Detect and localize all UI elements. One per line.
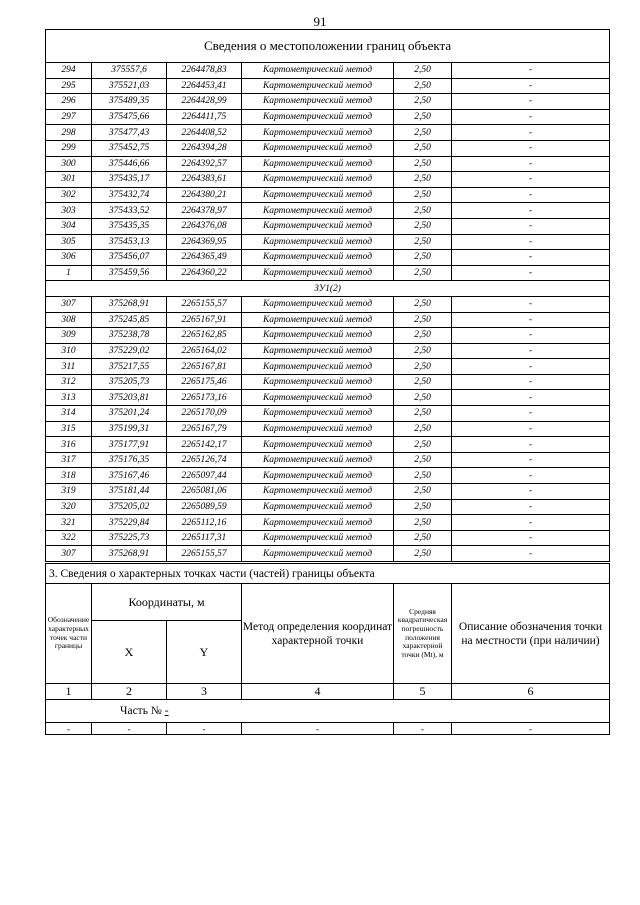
point-number: 295 — [46, 78, 92, 94]
point-description: - — [452, 265, 610, 281]
point-y: 2265155,57 — [167, 546, 242, 562]
point-method: Картометрический метод — [242, 187, 394, 203]
point-method: Картометрический метод — [242, 109, 394, 125]
point-method: Картометрический метод — [242, 172, 394, 188]
point-number: 315 — [46, 421, 92, 437]
point-method: Картометрический метод — [242, 140, 394, 156]
point-description: - — [452, 312, 610, 328]
point-x: 375446,66 — [92, 156, 167, 172]
part-number-label: Часть № — [120, 705, 162, 717]
point-y: 2265173,16 — [167, 390, 242, 406]
point-description: - — [452, 421, 610, 437]
point-description: - — [452, 546, 610, 562]
point-accuracy: 2,50 — [394, 359, 452, 375]
point-y: 2264392,57 — [167, 156, 242, 172]
point-description: - — [452, 172, 610, 188]
point-row — [46, 359, 610, 375]
point-y: 2264378,97 — [167, 203, 242, 219]
point-description: - — [452, 406, 610, 422]
empty-cell: - — [452, 723, 610, 735]
point-row — [46, 265, 610, 281]
point-description: - — [452, 125, 610, 141]
point-number: 303 — [46, 203, 92, 219]
point-description: - — [452, 109, 610, 125]
point-x: 375238,78 — [92, 328, 167, 344]
point-description: - — [452, 437, 610, 453]
point-number: 308 — [46, 312, 92, 328]
point-number: 304 — [46, 218, 92, 234]
column-number: 2 — [92, 684, 167, 700]
point-accuracy: 2,50 — [394, 546, 452, 562]
point-x: 375177,91 — [92, 437, 167, 453]
point-accuracy: 2,50 — [394, 94, 452, 110]
point-x: 375477,43 — [92, 125, 167, 141]
point-number: 302 — [46, 187, 92, 203]
point-x: 375245,85 — [92, 312, 167, 328]
point-row — [46, 546, 610, 562]
point-x: 375433,52 — [92, 203, 167, 219]
point-row — [46, 343, 610, 359]
point-description: - — [452, 218, 610, 234]
point-accuracy: 2,50 — [394, 265, 452, 281]
point-x: 375435,17 — [92, 172, 167, 188]
point-method: Картометрический метод — [242, 234, 394, 250]
point-number: 313 — [46, 390, 92, 406]
point-y: 2264376,08 — [167, 218, 242, 234]
point-accuracy: 2,50 — [394, 343, 452, 359]
point-description: - — [452, 234, 610, 250]
part-points-table — [45, 563, 610, 735]
point-accuracy: 2,50 — [394, 421, 452, 437]
column-number: 1 — [46, 684, 92, 700]
point-y: 2265081,06 — [167, 484, 242, 500]
section-row — [46, 281, 610, 297]
point-row — [46, 250, 610, 266]
point-description: - — [452, 515, 610, 531]
point-row — [46, 172, 610, 188]
point-accuracy: 2,50 — [394, 452, 452, 468]
point-x: 375205,73 — [92, 374, 167, 390]
point-accuracy: 2,50 — [394, 328, 452, 344]
point-y: 2264394,28 — [167, 140, 242, 156]
point-y: 2264428,99 — [167, 94, 242, 110]
point-accuracy: 2,50 — [394, 172, 452, 188]
point-y: 2264360,22 — [167, 265, 242, 281]
point-method: Картометрический метод — [242, 468, 394, 484]
point-description: - — [452, 78, 610, 94]
point-number: 1 — [46, 265, 92, 281]
point-row — [46, 452, 610, 468]
point-description: - — [452, 328, 610, 344]
point-method: Картометрический метод — [242, 390, 394, 406]
point-row — [46, 187, 610, 203]
point-x: 375203,81 — [92, 390, 167, 406]
point-method: Картометрический метод — [242, 125, 394, 141]
point-x: 375268,91 — [92, 546, 167, 562]
header-point-designation: Обозначение характерных точек части границы — [46, 584, 92, 684]
point-row — [46, 374, 610, 390]
point-method: Картометрический метод — [242, 484, 394, 500]
point-number: 314 — [46, 406, 92, 422]
point-row — [46, 406, 610, 422]
point-description: - — [452, 156, 610, 172]
point-y: 2265170,09 — [167, 406, 242, 422]
point-accuracy: 2,50 — [394, 530, 452, 546]
point-row — [46, 234, 610, 250]
point-accuracy: 2,50 — [394, 499, 452, 515]
point-x: 375217,55 — [92, 359, 167, 375]
point-x: 375229,02 — [92, 343, 167, 359]
point-accuracy: 2,50 — [394, 109, 452, 125]
section-3-title: 3. Сведения о характерных точках части (частей) границы объекта — [46, 564, 610, 584]
point-number: 299 — [46, 140, 92, 156]
point-accuracy: 2,50 — [394, 406, 452, 422]
point-accuracy: 2,50 — [394, 312, 452, 328]
point-number: 306 — [46, 250, 92, 266]
point-number: 322 — [46, 530, 92, 546]
point-accuracy: 2,50 — [394, 187, 452, 203]
point-method: Картометрический метод — [242, 78, 394, 94]
header-accuracy: Средняя квадратическая погрешность положения характерной точки (Mt), м — [394, 584, 452, 684]
point-row — [46, 421, 610, 437]
point-y: 2265112,16 — [167, 515, 242, 531]
empty-cell: - — [46, 723, 92, 735]
point-accuracy: 2,50 — [394, 250, 452, 266]
point-y: 2264453,41 — [167, 78, 242, 94]
point-method: Картометрический метод — [242, 265, 394, 281]
point-x: 375268,91 — [92, 296, 167, 312]
point-row — [46, 109, 610, 125]
point-y: 2265162,85 — [167, 328, 242, 344]
point-row — [46, 125, 610, 141]
point-x: 375199,31 — [92, 421, 167, 437]
point-accuracy: 2,50 — [394, 484, 452, 500]
point-number: 307 — [46, 296, 92, 312]
point-number: 318 — [46, 468, 92, 484]
point-row — [46, 218, 610, 234]
part-number-row — [46, 700, 610, 723]
column-number: 5 — [394, 684, 452, 700]
point-description: - — [452, 359, 610, 375]
point-number: 311 — [46, 359, 92, 375]
point-accuracy: 2,50 — [394, 63, 452, 79]
point-method: Картометрический метод — [242, 218, 394, 234]
point-method: Картометрический метод — [242, 343, 394, 359]
point-y: 2265142,17 — [167, 437, 242, 453]
point-method: Картометрический метод — [242, 437, 394, 453]
point-number: 301 — [46, 172, 92, 188]
point-number: 298 — [46, 125, 92, 141]
point-method: Картометрический метод — [242, 359, 394, 375]
boundary-coordinates-table — [45, 29, 610, 562]
point-row — [46, 140, 610, 156]
point-y: 2265117,31 — [167, 530, 242, 546]
part-number-value: - — [164, 705, 169, 717]
point-method: Картометрический метод — [242, 63, 394, 79]
point-y: 2265097,44 — [167, 468, 242, 484]
point-description: - — [452, 187, 610, 203]
point-x: 375205,02 — [92, 499, 167, 515]
empty-cell: - — [167, 723, 242, 735]
point-x: 375201,24 — [92, 406, 167, 422]
point-accuracy: 2,50 — [394, 78, 452, 94]
point-description: - — [452, 343, 610, 359]
point-row — [46, 312, 610, 328]
point-row — [46, 499, 610, 515]
point-description: - — [452, 296, 610, 312]
point-description: - — [452, 140, 610, 156]
point-method: Картометрический метод — [242, 406, 394, 422]
point-row — [46, 78, 610, 94]
point-method: Картометрический метод — [242, 452, 394, 468]
point-x: 375176,35 — [92, 452, 167, 468]
point-accuracy: 2,50 — [394, 203, 452, 219]
point-x: 375475,66 — [92, 109, 167, 125]
point-description: - — [452, 530, 610, 546]
point-method: Картометрический метод — [242, 328, 394, 344]
point-accuracy: 2,50 — [394, 218, 452, 234]
point-method: Картометрический метод — [242, 499, 394, 515]
point-x: 375229,84 — [92, 515, 167, 531]
point-y: 2265126,74 — [167, 452, 242, 468]
point-x: 375459,56 — [92, 265, 167, 281]
point-accuracy: 2,50 — [394, 390, 452, 406]
point-x: 375557,6 — [92, 63, 167, 79]
point-description: - — [452, 94, 610, 110]
point-number: 321 — [46, 515, 92, 531]
section-label: ЗУ1(2) — [46, 281, 610, 297]
point-number: 319 — [46, 484, 92, 500]
point-y: 2265089,59 — [167, 499, 242, 515]
point-method: Картометрический метод — [242, 515, 394, 531]
point-x: 375432,74 — [92, 187, 167, 203]
point-x: 375453,13 — [92, 234, 167, 250]
point-description: - — [452, 484, 610, 500]
point-row — [46, 296, 610, 312]
page-number: 91 — [313, 14, 327, 29]
point-description: - — [452, 452, 610, 468]
point-description: - — [452, 374, 610, 390]
header-x: X — [92, 621, 167, 684]
point-method: Картометрический метод — [242, 530, 394, 546]
point-y: 2265175,46 — [167, 374, 242, 390]
header-description: Описание обозначения точки на местности (при наличии) — [452, 584, 610, 684]
point-number: 307 — [46, 546, 92, 562]
point-accuracy: 2,50 — [394, 140, 452, 156]
point-description: - — [452, 203, 610, 219]
point-number: 312 — [46, 374, 92, 390]
point-method: Картометрический метод — [242, 374, 394, 390]
point-x: 375489,35 — [92, 94, 167, 110]
point-y: 2264478,83 — [167, 63, 242, 79]
point-method: Картометрический метод — [242, 296, 394, 312]
point-accuracy: 2,50 — [394, 125, 452, 141]
point-method: Картометрический метод — [242, 250, 394, 266]
header-coordinates: Координаты, м — [92, 584, 242, 621]
point-method: Картометрический метод — [242, 203, 394, 219]
point-description: - — [452, 499, 610, 515]
point-number: 320 — [46, 499, 92, 515]
point-accuracy: 2,50 — [394, 156, 452, 172]
point-y: 2265167,79 — [167, 421, 242, 437]
point-accuracy: 2,50 — [394, 437, 452, 453]
point-row — [46, 468, 610, 484]
point-y: 2265167,91 — [167, 312, 242, 328]
point-description: - — [452, 390, 610, 406]
point-y: 2264411,75 — [167, 109, 242, 125]
point-row — [46, 203, 610, 219]
point-method: Картометрический метод — [242, 312, 394, 328]
point-method: Картометрический метод — [242, 156, 394, 172]
point-row — [46, 156, 610, 172]
column-number: 3 — [167, 684, 242, 700]
point-number: 310 — [46, 343, 92, 359]
point-description: - — [452, 468, 610, 484]
point-number: 296 — [46, 94, 92, 110]
point-y: 2264383,61 — [167, 172, 242, 188]
point-y: 2264380,21 — [167, 187, 242, 203]
point-description: - — [452, 250, 610, 266]
header-y: Y — [167, 621, 242, 684]
empty-cell: - — [394, 723, 452, 735]
point-number: 294 — [46, 63, 92, 79]
point-x: 375456,07 — [92, 250, 167, 266]
point-method: Картометрический метод — [242, 546, 394, 562]
point-y: 2264369,95 — [167, 234, 242, 250]
point-row — [46, 328, 610, 344]
header-method: Метод определения координат характерной точки — [242, 584, 394, 684]
table-title: Сведения о местоположении границ объекта — [46, 30, 610, 63]
point-row — [46, 437, 610, 453]
point-accuracy: 2,50 — [394, 515, 452, 531]
point-accuracy: 2,50 — [394, 296, 452, 312]
point-x: 375225,73 — [92, 530, 167, 546]
point-row — [46, 94, 610, 110]
point-row — [46, 390, 610, 406]
point-x: 375435,35 — [92, 218, 167, 234]
point-description: - — [452, 63, 610, 79]
point-y: 2265164,02 — [167, 343, 242, 359]
column-number: 6 — [452, 684, 610, 700]
point-method: Картометрический метод — [242, 421, 394, 437]
point-row — [46, 515, 610, 531]
point-method: Картометрический метод — [242, 94, 394, 110]
point-number: 305 — [46, 234, 92, 250]
point-accuracy: 2,50 — [394, 468, 452, 484]
point-number: 300 — [46, 156, 92, 172]
empty-cell: - — [92, 723, 167, 735]
point-x: 375181,44 — [92, 484, 167, 500]
empty-cell: - — [242, 723, 394, 735]
point-number: 297 — [46, 109, 92, 125]
point-row — [46, 530, 610, 546]
column-number: 4 — [242, 684, 394, 700]
point-x: 375452,75 — [92, 140, 167, 156]
point-number: 316 — [46, 437, 92, 453]
point-row — [46, 484, 610, 500]
point-x: 375521,03 — [92, 78, 167, 94]
point-number: 317 — [46, 452, 92, 468]
point-y: 2265167,81 — [167, 359, 242, 375]
point-y: 2265155,57 — [167, 296, 242, 312]
point-x: 375167,46 — [92, 468, 167, 484]
point-number: 309 — [46, 328, 92, 344]
point-y: 2264365,49 — [167, 250, 242, 266]
point-accuracy: 2,50 — [394, 374, 452, 390]
point-y: 2264408,52 — [167, 125, 242, 141]
point-row — [46, 63, 610, 79]
point-accuracy: 2,50 — [394, 234, 452, 250]
